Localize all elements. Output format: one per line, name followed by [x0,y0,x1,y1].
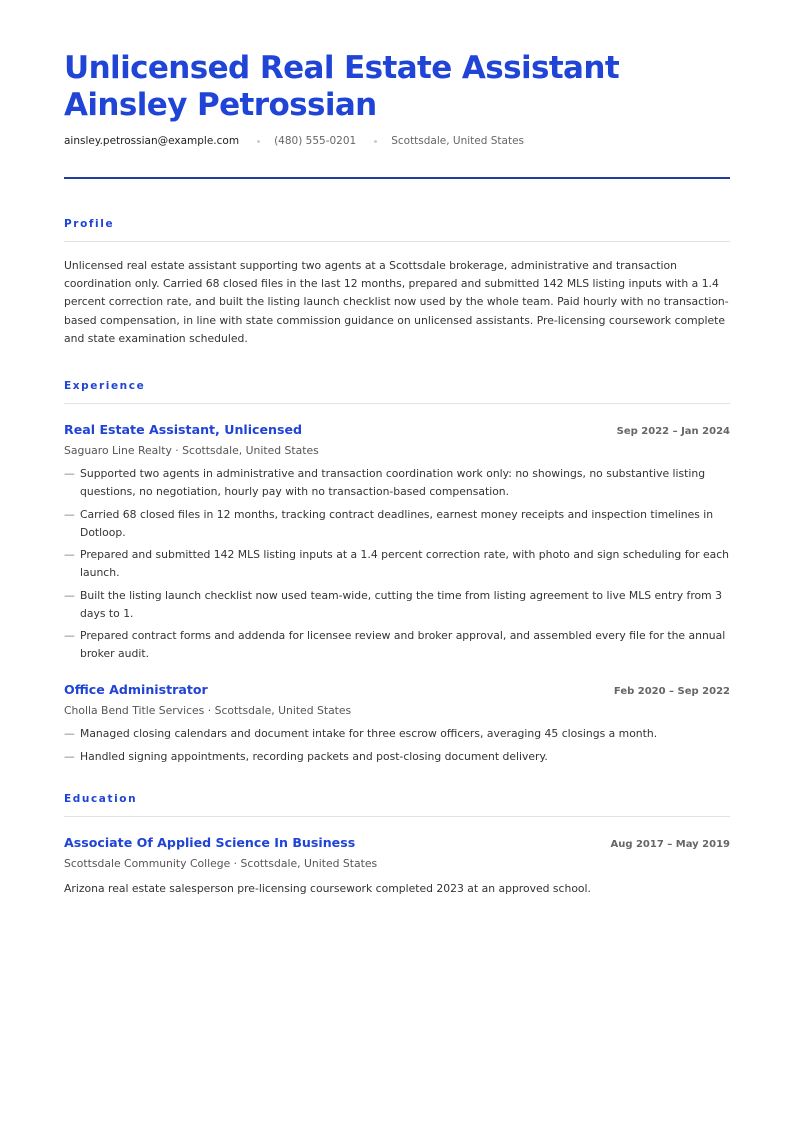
section-title-experience: Experience [64,380,146,393]
bullet-text: Built the listing launch checklist now used team-wide, cutting the time from listing agreement to live MLS entry from 3 days to 1. [80,588,722,620]
dash-icon: — [64,749,75,763]
job-title: Office Administrator [64,682,208,698]
candidate-name: Unlicensed Real Estate Assistant Ainsley Petrossian [64,50,620,123]
education-section [64,792,730,898]
bullet-text: Prepared and submitted 142 MLS listing inputs at a 1.4 percent correction rate, with photo and sign scheduling for each launch. [80,548,730,580]
dash-icon: — [64,588,75,602]
bullet-item [64,506,730,542]
section-divider [64,403,730,404]
section-title-education: Education [64,792,138,805]
phone-number: (480) 555-0201 [274,135,357,147]
section-divider [64,241,730,242]
bullet-item [64,587,730,623]
contact-line [64,134,730,148]
section-title-profile: Profile [64,218,115,230]
bullet-item [64,725,730,743]
education-dates: Aug 2017 – May 2019 [610,838,730,850]
job-organization: Saguaro Line Realty · Scottsdale, United States [64,444,319,458]
profile-section [64,217,730,348]
experience-entry [64,681,730,766]
experience-entry [64,421,730,663]
resume [64,50,730,898]
dash-icon: — [64,548,75,562]
dash-icon: — [64,467,75,481]
bullet-text: Supported two agents in administrative and transaction coordination work only: no showings, no substantive listing questions, no negotiation, hourly pay with no transaction-based compensation. [80,467,706,499]
bullet-text: Carried 68 closed files in 12 months, tracking contract deadlines, earnest money receipts and inspection timelines in Dotloop. [80,507,714,539]
job-bullets [64,465,730,663]
header-divider [64,177,730,179]
section-divider [64,816,730,817]
bullet-item [64,748,730,766]
separator-dot [374,140,377,143]
location: Scottsdale, United States [391,135,525,147]
job-dates: Feb 2020 – Sep 2022 [613,686,730,698]
school-name: Scottsdale Community College · Scottsdale, United States [64,856,378,870]
bullet-item [64,465,730,501]
dash-icon: — [64,629,75,643]
education-description: Arizona real estate salesperson pre-licensing coursework completed 2023 at an approved school. [64,881,591,895]
job-bullets [64,725,730,766]
degree-title: Associate Of Applied Science In Business [64,834,356,850]
bullet-text: Managed closing calendars and document intake for three escrow officers, averaging 45 closings a month. [80,727,658,741]
dash-icon: — [64,727,75,741]
education-entry [64,834,730,898]
experience-section [64,379,730,766]
bullet-text: Prepared contract forms and addenda for licensee review and broker approval, and assembled every file for the annual broker audit. [80,629,726,661]
bullet-item [64,627,730,663]
job-organization: Cholla Bend Title Services · Scottsdale, United States [64,704,352,718]
dash-icon: — [64,507,75,521]
job-title: Real Estate Assistant, Unlicensed [64,422,303,438]
bullet-item [64,546,730,582]
job-dates: Sep 2022 – Jan 2024 [616,426,730,438]
email-link[interactable]: ainsley.petrossian@example.com [64,135,240,147]
profile-summary: Unlicensed real estate assistant supporting two agents at a Scottsdale brokerage, administrative and transaction coordination only. Carried 68 closed files in the last 12 months, prepared and submitted 142 MLS listing inputs with a 1.4 percent correction rate, and built the listing launch checklist now used by the whole team. Paid hourly with no transaction-based compensation, in line with state commission guidance on unlicensed assistants. Pre-licensing coursework complete and state examination scheduled. [64,259,729,345]
separator-dot [257,140,260,143]
bullet-text: Handled signing appointments, recording packets and post-closing document delivery. [80,749,548,763]
